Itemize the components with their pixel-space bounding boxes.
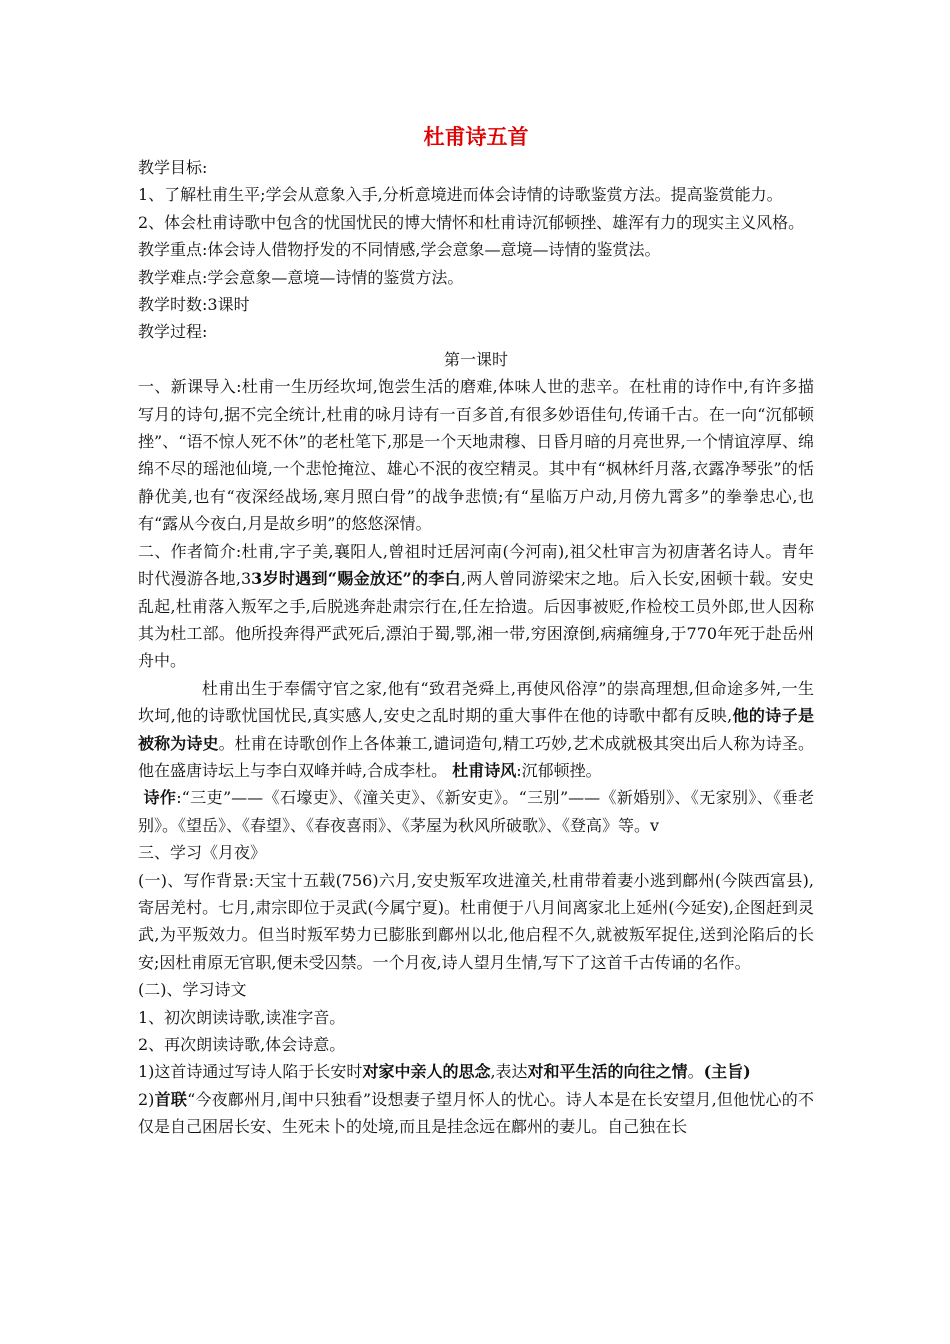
study-heading: (二)、学习诗文 xyxy=(138,980,247,1000)
background-paragraph: (一)、写作背景:天宝十五载(756)六月,安史叛军攻进潼关,杜甫带着妻小逃到鄜州(今陕西富县),寄居羌村。七月,肃宗即位于灵武(今属宁夏)。杜甫便于八月间离家北上延州(今延安),企图赶到灵武,为平叛效力。但当时叛军势力已膨胀到鄜州以北,他启程不久,就被叛军捉住,送到沦陷后的长安;因杜甫原无官职,便未受囚禁。一个月夜,诗人望月生情,写下了这首千古传诵的名作。 xyxy=(138,870,814,972)
theme-text-3: 。 xyxy=(687,1062,704,1082)
theme-text-bold-3: (主旨) xyxy=(703,1062,751,1082)
teaching-hours: 教学时数:3课时 xyxy=(138,295,250,315)
theme-text-bold-2: 对和平生活的向往之情 xyxy=(527,1062,688,1082)
couplet-text-1: 2) xyxy=(138,1089,155,1109)
works-paragraph xyxy=(138,784,814,839)
author-text-1: 二、作者简介:杜甫,字子美,襄阳人,曾祖时迁居河南(今河南),祖父杜审言为初唐著名诗人。青年时代漫游各地,3 xyxy=(138,541,814,589)
process-label: 教学过程: xyxy=(138,322,208,342)
section-3-heading: 三、学习《月夜》 xyxy=(138,843,267,863)
objectives-label: 教学目标: xyxy=(138,158,208,177)
document-page xyxy=(138,122,814,1141)
key-point: 教学重点:体会诗人借物抒发的不同情感,学会意象—意境—诗情的鉴赏法。 xyxy=(138,240,661,260)
couplet-label: 首联 xyxy=(154,1089,188,1109)
life-text-1: 杜甫出生于奉儒守官之家,他有“致君尧舜上,再使风俗淳”的崇高理想,但命途多舛,一生坎坷,他的诗歌忧国忧民,真实感人,安史之乱时期的重大事件在他的诗歌中都有反映, xyxy=(138,678,814,726)
step-1: 1、初次朗读诗歌,读准字音。 xyxy=(138,1007,346,1027)
author-text-2: ,两人曾同游梁宋之地。后入长安,困顿十载。安史乱起,杜甫落入叛军之手,后脱逃奔赴肃宗行在,任左拾遗。后因事被贬,作检校工员外郎,世人因称其为杜工部。他所投奔得严武死后,漂泊于蜀,鄂,湘一带,穷困潦倒,病痛缠身,于770年死于赴岳州舟中。 xyxy=(138,569,814,671)
works-label: 诗作 xyxy=(143,788,177,808)
couplet-paragraph xyxy=(138,1086,814,1141)
objective-2: 2、体会杜甫诗歌中包含的忧国忧民的博大情怀和杜甫诗沉郁顿挫、雄浑有力的现实主义风格。 xyxy=(138,212,805,232)
step-2: 2、再次朗读诗歌,体会诗意。 xyxy=(138,1035,346,1054)
objective-1: 1、了解杜甫生平;学会从意象入手,分析意境进而体会诗情的诗歌鉴赏方法。提高鉴赏能力。 xyxy=(138,185,783,205)
theme-paragraph xyxy=(138,1058,814,1085)
works-text: :“三吏”——《石壕吏》、《潼关吏》、《新安吏》。“三别”——《新婚别》、《无家别》、《垂老别》。《望岳》、《春望》、《春夜喜雨》、《茅屋为秋风所破歌》、《登高》等。v xyxy=(138,788,814,835)
theme-text-2: ,表达 xyxy=(490,1062,528,1082)
document-title: 杜甫诗五首 xyxy=(423,124,529,149)
author-paragraph xyxy=(138,538,814,675)
life-text-2: 。杜甫在诗歌创作上各体兼工,谴词造句,精工巧妙,艺术成就极其突出后人称为诗圣。他在盛唐诗坛上与李白双峰并峙,合成李杜。 xyxy=(138,733,814,780)
life-text-3: :沉郁顿挫。 xyxy=(516,760,602,780)
intro-paragraph: 一、新课导入:杜甫一生历经坎坷,饱尝生活的磨难,体味人世的悲辛。在杜甫的诗作中,有许多描写月的诗句,据不完全统计,杜甫的咏月诗有一百多首,有很多妙语佳句,传诵千古。在一向“沉郁顿挫”、“语不惊人死不休”的老杜笔下,那是一个天地肃穆、日昏月暗的月亮世界,一个情谊淳厚、绵绵不尽的瑶池仙境,一个悲怆掩泣、雄心不泯的夜空精灵。其中有“枫林纤月落,衣露净琴张”的恬静优美,也有“夜深经战场,寒月照白骨”的战争悲愤;有“星临万户动,月傍九霄多”的拳拳忠心,也有“露从今夜白,月是故乡明”的悠悠深情。 xyxy=(138,377,814,534)
life-text-bold-1: 他的诗子是被称为诗史 xyxy=(138,706,814,753)
life-paragraph xyxy=(138,675,814,785)
life-text-bold-2: 杜甫诗风 xyxy=(452,760,517,780)
author-text-bold: 3岁时遇到“赐金放还”的李白 xyxy=(251,569,461,589)
theme-text-bold-1: 对家中亲人的思念 xyxy=(362,1062,491,1082)
lesson-title: 第一课时 xyxy=(443,349,508,369)
difficulty: 教学难点:学会意象—意境—诗情的鉴赏方法。 xyxy=(138,267,464,287)
couplet-text-2: “今夜鄜州月,闺中只独看”设想妻子望月怀人的忧心。诗人本是在长安望月,但他忧心的不仅是自己困居长安、生死未卜的处境,而且是挂念远在鄜州的妻儿。自己独在长 xyxy=(138,1089,814,1137)
theme-text-1: 1)这首诗通过写诗人陷于长安时 xyxy=(138,1062,363,1082)
